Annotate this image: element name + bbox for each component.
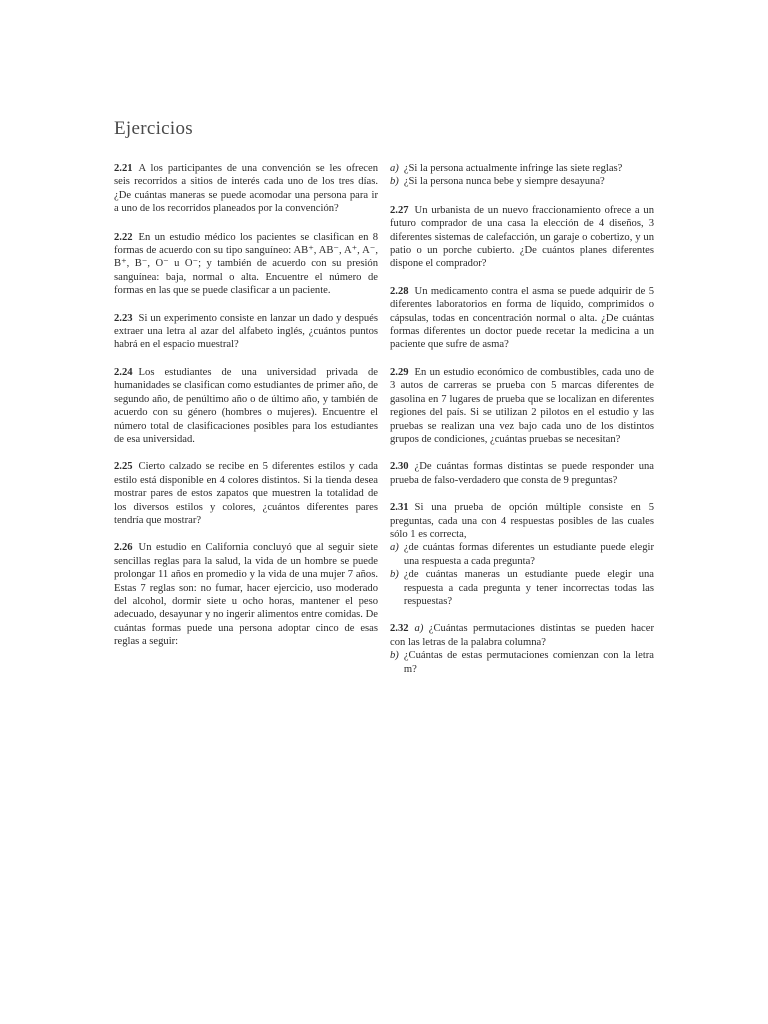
exercise-text: ¿Cuántas permutaciones distintas se pueden hacer con las letras de la palabra columna? (390, 623, 654, 648)
option-text: ¿de cuántas formas diferentes un estudiante puede elegir una respuesta a cada pregunta? (403, 542, 654, 567)
option-label: b) (390, 569, 399, 581)
exercise-text: Un urbanista de un nuevo fraccionamiento ofrece a un futuro comprador de una casa la elección de 4 diseños, 3 diferentes sistemas de calefacción, un garaje o cobertizo, y un patio o un porche cubierto. ¿De cuántos planes diferentes dispone el comprador? (390, 204, 654, 270)
right-column (390, 162, 654, 676)
option-label: a) (390, 163, 399, 174)
exercise-2-31 (390, 501, 654, 541)
exercise-text: Si una prueba de opción múltiple consiste en 5 preguntas, cada una con 4 respuestas posibles de las cuales sólo 1 es correcta, (390, 502, 654, 540)
option-label: b) (390, 176, 399, 188)
option-label: a) (390, 542, 399, 554)
exercise-text: Un estudio en California concluyó que al seguir siete sencillas reglas para la salud, la vida de un hombre se puede prolongar 11 años en promedio y la vida de una mujer 7 años. Estas 7 reglas son: no fumar, hacer ejercicio, uso moderado del alcohol, dormir siete u ocho horas, mantener el peso adecuado, desayunar y no ingerir alimentos entre comidas. De cuántas formas puede una persona adoptar cinco de esas reglas a seguir: (114, 542, 378, 648)
exercise-text: Los estudiantes de una universidad privada de humanidades se clasifican como estudiantes de primer año, de segundo año, de penúltimo año o de último año, y también de acuerdo con su género (hombres o mujeres). Encuentre el número total de clasificaciones posibles para los estudiantes de esa universidad. (114, 366, 378, 445)
exercise-number: 2.22 (114, 231, 133, 243)
exercise-2-22 (114, 231, 378, 298)
exercise-text: Cierto calzado se recibe en 5 diferentes estilos y cada estilo está disponible en 4 colores distintos. Si la tienda desea mostrar pares de estos zapatos que muestren la totalidad de los diversos estilos y colores, ¿cuántos diferentes pares tendría que mostrar? (114, 461, 378, 526)
option-label: a) (414, 623, 424, 635)
option-2-32-b (390, 649, 654, 676)
option-2-31-b (390, 568, 654, 608)
exercise-number: 2.28 (390, 285, 409, 297)
exercise-2-32 (390, 622, 654, 649)
exercise-number: 2.25 (114, 461, 133, 473)
exercise-2-28 (390, 285, 654, 352)
exercise-number: 2.26 (114, 542, 133, 554)
exercise-text: ¿De cuántas formas distintas se puede responder una prueba de falso-verdadero que consta de 9 preguntas? (390, 461, 654, 486)
exercise-2-21 (114, 162, 378, 216)
option-text: ¿de cuántas maneras un estudiante puede elegir una respuesta a cada pregunta y tener incorrectas todas las respuestas? (403, 569, 654, 607)
exercise-number: 2.23 (114, 312, 133, 324)
exercise-number: 2.32 (390, 623, 409, 635)
option-label: b) (390, 650, 399, 662)
exercise-text: A los participantes de una convención se les ofrecen seis recorridos a sitios de interés cada uno de los tres días. ¿De cuántas maneras se puede acomodar una persona para ir a uno de los recorridos planeados por la convención? (114, 163, 378, 215)
exercise-number: 2.21 (114, 163, 133, 174)
option-text: ¿Si la persona actualmente infringe las siete reglas? (403, 163, 623, 174)
exercise-number: 2.30 (390, 461, 409, 473)
exercise-2-27 (390, 204, 654, 271)
exercise-text: En un estudio médico los pacientes se clasifican en 8 formas de acuerdo con su tipo sanguíneo: AB⁺, AB⁻, A⁺, A⁻, B⁺, B⁻, O⁻ u O⁻; y también de acuerdo con su presión sanguínea: baja, normal o alta. Encuentre el número de formas en las que se puede clasificar a un paciente. (114, 231, 378, 297)
exercise-number: 2.29 (390, 366, 409, 378)
left-column (114, 162, 378, 649)
exercise-2-23 (114, 312, 378, 352)
exercise-number: 2.27 (390, 204, 409, 216)
option-text: ¿Cuántas de estas permutaciones comienzan con la letra m? (403, 650, 654, 675)
exercise-2-26 (114, 541, 378, 648)
exercise-number: 2.24 (114, 366, 133, 378)
page-heading: Ejercicios (114, 118, 193, 139)
exercise-text: Un medicamento contra el asma se puede adquirir de 5 diferentes laboratorios en forma de líquido, comprimidos o cápsulas, todas en concentración normal o alta. ¿De cuántas formas diferentes un doctor puede recetar la medicina a un paciente que sufre de asma? (390, 285, 654, 351)
exercise-2-30 (390, 460, 654, 487)
exercise-2-24 (114, 366, 378, 446)
exercise-2-29 (390, 366, 654, 446)
option-2-26-b (390, 175, 654, 188)
option-2-31-a (390, 541, 654, 568)
exercise-2-25 (114, 460, 378, 527)
exercise-number: 2.31 (390, 502, 409, 514)
exercise-text: Si un experimento consiste en lanzar un dado y después extraer una letra al azar del alfabeto inglés, ¿cuántos puntos habrá en el espacio muestral? (114, 312, 378, 351)
option-2-26-a (390, 162, 654, 175)
exercise-text: En un estudio económico de combustibles, cada uno de 3 autos de carreras se prueba con 5 marcas diferentes de gasolina en 7 lugares de prueba que se localizan en diferentes regiones del país. Si se utilizan 2 pilotos en el estudio y las pruebas se realizan una vez bajo cada uno de los distintos grupos de condiciones, ¿cuántas pruebas se necesitan? (390, 366, 654, 445)
option-text: ¿Si la persona nunca bebe y siempre desayuna? (403, 176, 605, 188)
